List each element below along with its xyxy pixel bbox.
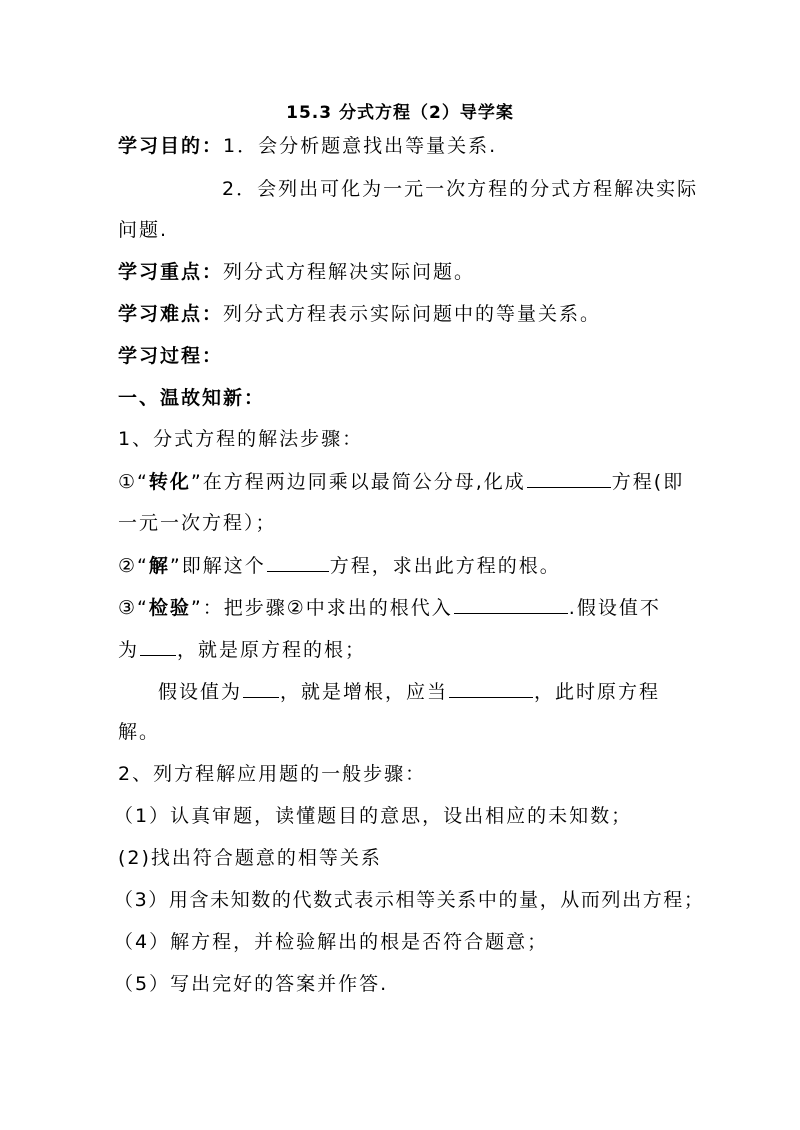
step-2-keyword: 解 <box>148 555 170 577</box>
step-2-blank[interactable] <box>267 553 329 572</box>
general-step-5: （5）写出完好的答案并作答. <box>114 973 389 995</box>
step-3-text-b: .假设值不 <box>568 597 661 619</box>
step-3-line <box>118 595 661 620</box>
step-3b-line <box>158 679 660 704</box>
difficulty-text: 列分式方程表示实际问题中的等量关系。 <box>223 303 602 325</box>
key-point-text: 列分式方程解决实际问题。 <box>223 261 476 283</box>
objective-1: 1．会分析题意找出等量关系. <box>223 135 498 157</box>
general-steps-heading: 2、列方程解应用题的一般步骤： <box>118 763 427 785</box>
general-step-3: （3）用含未知数的代数式表示相等关系中的量，从而列出方程； <box>114 889 705 911</box>
general-step-1: （1）认真审题，读懂题目的意思，设出相应的未知数； <box>114 805 633 827</box>
step-1-continued: 一元一次方程）； <box>118 512 277 534</box>
difficulty-label: 学习难点： <box>118 303 224 325</box>
step-3-blank-1[interactable] <box>454 595 568 614</box>
objectives-line-1 <box>118 134 497 158</box>
process-label: 学习过程： <box>118 345 224 367</box>
solving-steps-heading: 1、分式方程的解法步骤： <box>118 428 364 450</box>
step-1-prefix: ①“ <box>118 471 149 493</box>
step-1-blank[interactable] <box>527 469 611 488</box>
step-3b-blank-2[interactable] <box>449 679 533 698</box>
step-2-prefix: ②“ <box>118 555 149 577</box>
step-3-text-d: ，就是原方程的根； <box>177 639 367 661</box>
key-point-label: 学习重点： <box>118 261 224 283</box>
step-2-text-b: 方程，求出此方程的根。 <box>329 555 561 577</box>
step-3b-text-c: ，此时原方程 <box>534 681 661 703</box>
step-3b-continued: 解。 <box>118 721 161 743</box>
objective-2-continued: 问题. <box>118 219 169 241</box>
document-title: 15.3 分式方程（2）导学案 <box>286 103 514 123</box>
step-3-text-a: ”：把步骤②中求出的根代入 <box>190 597 453 619</box>
objective-2: 2．会列出可化为一元一次方程的分式方程解决实际 <box>222 178 699 200</box>
step-3-keyword: 检验 <box>148 597 191 619</box>
general-step-4: （4）解方程，并检验解出的根是否符合题意； <box>114 931 549 953</box>
step-1-text-a: ”在方程两边同乘以最简公分母,化成 <box>190 471 526 493</box>
key-point-line <box>118 260 475 284</box>
step-3b-text-b: ，就是增根，应当 <box>280 681 449 703</box>
step-1-line <box>118 469 684 494</box>
step-2-text-a: ”即解这个 <box>169 555 266 577</box>
step-3-line-2 <box>118 637 366 662</box>
general-step-2: (2)找出符合题意的相等关系 <box>118 847 382 869</box>
step-1-text-b: 方程(即 <box>611 471 685 493</box>
step-3-blank-2[interactable] <box>140 637 176 656</box>
step-3b-text-a: 假设值为 <box>158 681 243 703</box>
section-1-heading: 一、温故知新： <box>118 387 266 409</box>
step-3-prefix: ③“ <box>118 597 149 619</box>
step-1-keyword: 转化 <box>148 471 191 493</box>
step-3b-blank-1[interactable] <box>243 679 279 698</box>
difficulty-line <box>118 302 601 326</box>
step-2-line <box>118 553 561 578</box>
step-3-text-c: 为 <box>118 639 140 661</box>
objectives-label: 学习目的： <box>118 135 224 157</box>
